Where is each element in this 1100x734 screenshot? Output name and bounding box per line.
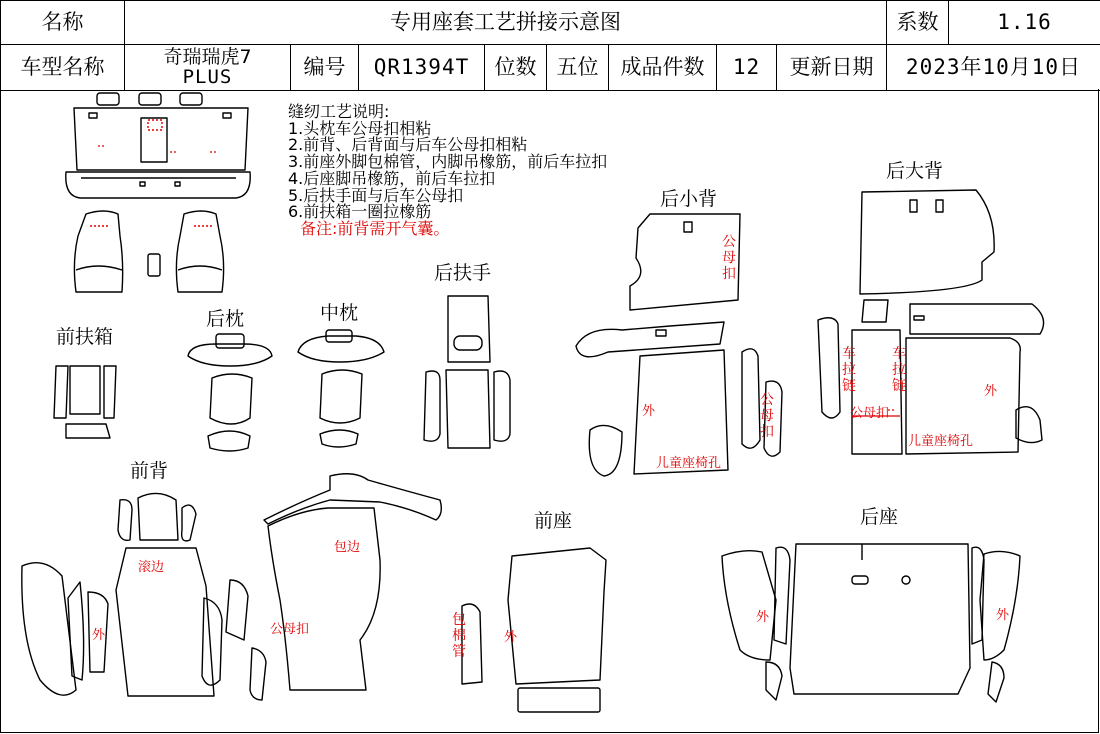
annotation-snap-big-back: 公母扣 [850, 406, 890, 421]
model-line2: PLUS [182, 65, 233, 88]
label-rear-big-back: 后大背 [886, 160, 944, 182]
label-mid-headrest: 中枕 [320, 302, 359, 324]
note-item-5: 5.后扶手面与后车公母扣 [288, 185, 464, 205]
note-item-3: 3.前座外脚包棉管，内脚吊橡筋，前后车拉扣 [288, 152, 608, 172]
model-line1: 奇瑞瑞虎7 [163, 45, 252, 68]
sewing-notes [288, 104, 607, 238]
rear-armrest-pieces [424, 296, 510, 448]
front-armbox-pieces [54, 366, 116, 438]
front-back-wrap-pieces [264, 474, 441, 690]
note-item-4: 4.后座脚吊橡筋，前后车拉扣 [288, 168, 496, 188]
annotation-child-hole-small-back: 儿童座椅孔 [656, 456, 722, 471]
overview-front-seats [74, 211, 223, 292]
annotation-wrap-edge: 包边 [334, 540, 361, 555]
sheet-title: 专用座套工艺拼接示意图 [125, 1, 887, 45]
model-label: 车型名称 [1, 45, 125, 91]
annotation-outer-rear-seat-right: 外 [996, 608, 1010, 623]
annotation-outer-front-back: 外 [92, 628, 106, 643]
label-front-back: 前背 [130, 460, 169, 482]
annotation-zipper-left: 车拉链 [842, 346, 856, 394]
name-label: 名称 [1, 1, 125, 45]
front-back-pieces [22, 493, 266, 700]
annotation-zipper-right: 车拉链 [892, 346, 906, 394]
coef-label: 系数 [887, 1, 949, 45]
annotation-snap-small-back-side: 公母扣 [760, 392, 774, 440]
rear-small-back-pieces [576, 214, 782, 476]
code-value: QR1394T [359, 45, 485, 91]
note-item-6: 6.前扶箱一圈拉橡筋 [288, 202, 432, 222]
annotation-snap-front-back: 公母扣 [270, 622, 310, 637]
annotation-outer-big-back: 外 [984, 384, 998, 399]
label-rear-headrest: 后枕 [206, 308, 245, 330]
annotation-snap-small-back: 公母扣 [722, 234, 736, 282]
annotation-child-hole-big-back: 儿童座椅孔 [908, 434, 974, 449]
note-item-2: 2.前背、后背面与后车公母扣相粘 [288, 135, 528, 155]
label-rear-seat: 后座 [860, 506, 899, 528]
date-label: 更新日期 [777, 45, 887, 91]
label-rear-small-back: 后小背 [660, 188, 718, 210]
label-rear-armrest: 后扶手 [434, 262, 492, 284]
annotation-outer-front-seat: 外 [504, 630, 518, 645]
annotation-outer-rear-seat-left: 外 [756, 610, 770, 625]
annotation-outer-small-back: 外 [642, 404, 656, 419]
seats-label: 位数 [485, 45, 547, 91]
coef-value: 1.16 [949, 1, 1100, 45]
annotation-cotton-tube: 包棉管 [452, 612, 466, 660]
overview-rear-bench [66, 93, 250, 198]
label-front-armbox: 前扶箱 [56, 326, 114, 348]
seats-value: 五位 [547, 45, 609, 91]
date-value: 2023年10月10日 [887, 45, 1100, 91]
front-seat-pieces [462, 548, 606, 712]
mid-headrest-pieces [298, 330, 384, 447]
notes-remark: 备注:前背需开气囊。 [300, 218, 450, 238]
pieces-label: 成品件数 [609, 45, 717, 91]
annotation-piping: 滚边 [138, 560, 165, 575]
pieces-value: 12 [717, 45, 777, 91]
rear-headrest-pieces [188, 334, 272, 451]
notes-heading: 缝纫工艺说明: [288, 102, 390, 121]
label-front-seat: 前座 [534, 510, 573, 532]
code-label: 编号 [291, 45, 359, 91]
note-item-1: 1.头枕车公母扣相粘 [288, 118, 432, 138]
